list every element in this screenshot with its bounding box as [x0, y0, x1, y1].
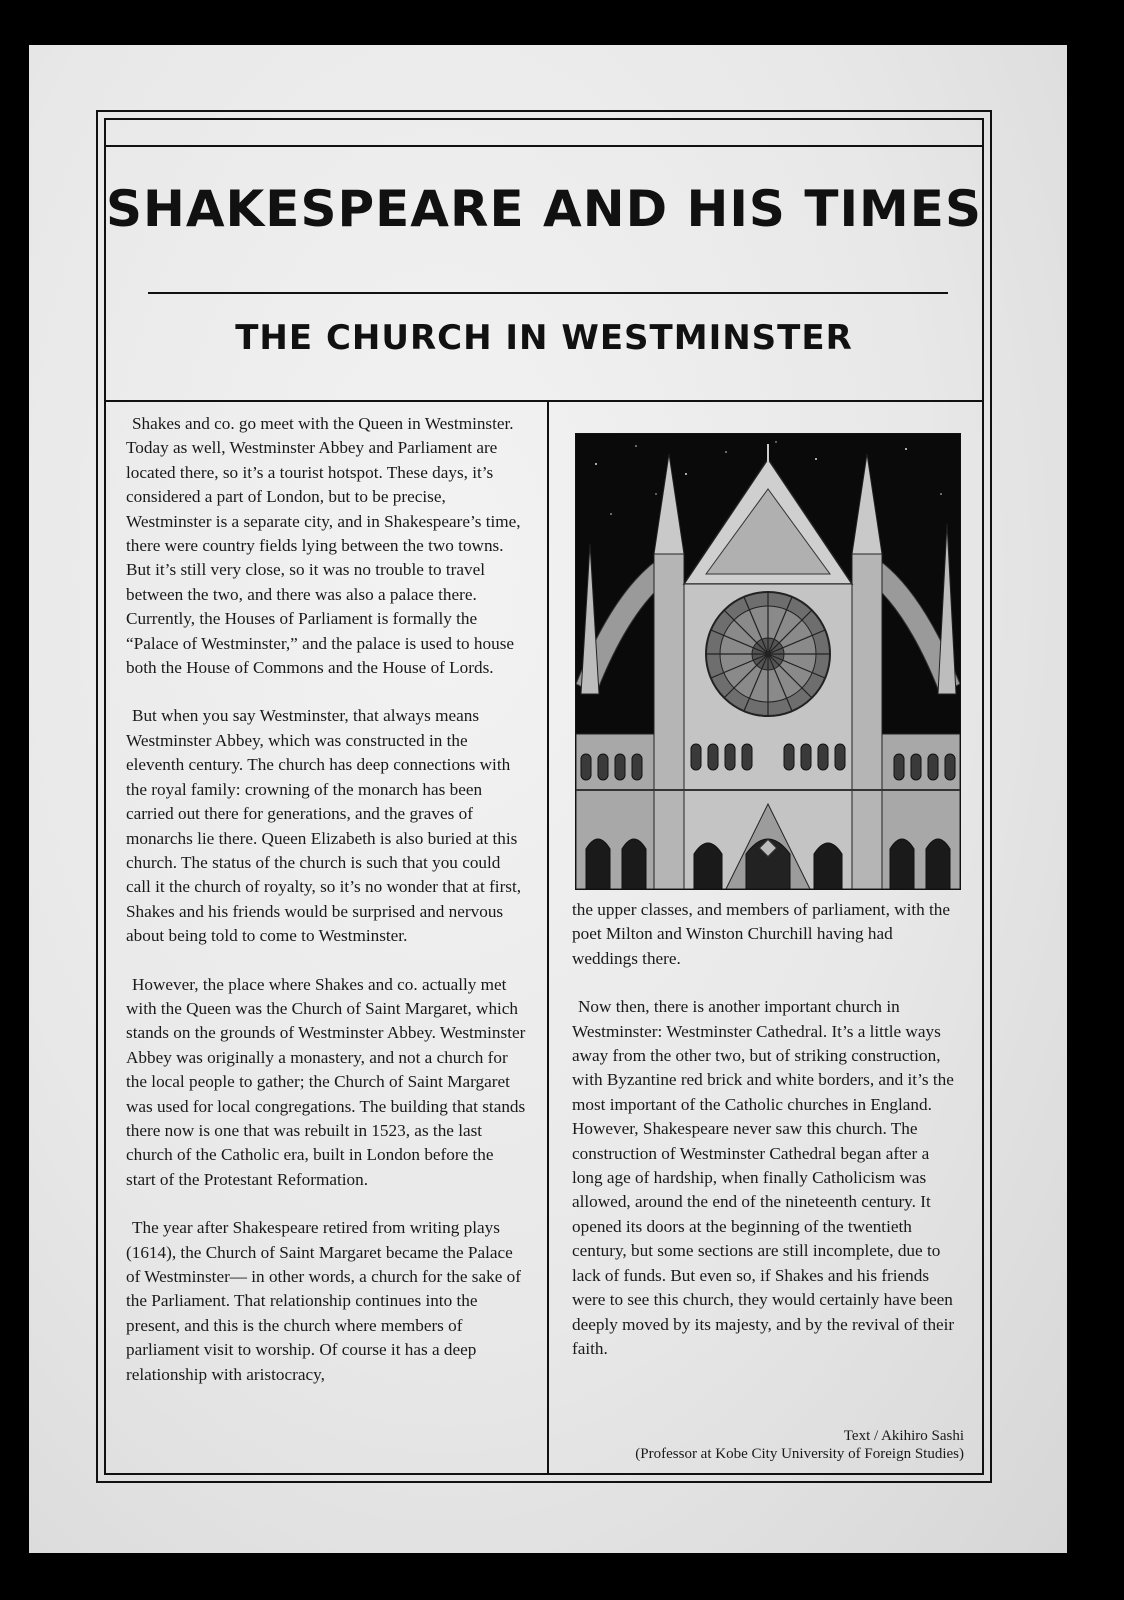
column-divider — [547, 400, 549, 1475]
paragraph: However, the place where Shakes and co. actually met with the Queen was the Church of Saint Margaret, which stands on the grounds of Westminster Abbey. Westminster Abbey was originally a monastery, and not a church for the local people to gather; the Church of Saint Margaret was used for local congregations. The building that stands there now is one that was rebuilt in 1523, as the last church of the Catholic era, built in London before the start of the Protestant Reformation. — [126, 974, 526, 1189]
credit-author: Text / Akihiro Sashi — [843, 1428, 964, 1444]
title-divider — [148, 292, 948, 294]
paragraph: Shakes and co. go meet with the Queen in Westminster. Today as well, Westminster Abbey and Parliament are located there, so it’s a tourist hotspot. These days, it’s considered a part of London, but to be precise, Westminster is a separate city, and in Shakespeare’s time, there were country fields lying between the two towns. But it’s still very close, so it was no trouble to travel between the two, and there was also a palace there. Currently, the Houses of Parliament is formally the “Palace of Westminster,” and the palace is used to house both the House of Commons and the House of Lords. — [126, 414, 521, 678]
paragraph: the upper classes, and members of parliament, with the poet Milton and Winston Churchill having had weddings there. — [572, 900, 951, 968]
page-title: SHAKESPEARE AND HIS TIMES — [106, 180, 982, 238]
paragraph: The year after Shakespeare retired from writing plays (1614), the Church of Saint Margaret became the Palace of Westminster— in other words, a church for the sake of the Parliament. That relationship continues into the present, and this is the church where members of parliament visit to worship. Of course it has a deep relationship with aristocracy, — [126, 1218, 521, 1384]
header-bottom-rule — [104, 400, 984, 402]
author-credit — [635, 1427, 964, 1463]
paragraph: Now then, there is another important church in Westminster: Westminster Cathedral. It’s a little ways away from the other two, but of striking construction, with Byzantine red brick and white borders, and it’s the most important of the Catholic churches in England. However, Shakespeare never saw this church. The construction of Westminster Cathedral began after a long age of hardship, when finally Catholicism was allowed, around the end of the nineteenth century. It opened its doors at the beginning of the twentieth century, but some sections are still incomplete, due to lack of funds. But even so, if Shakes and his friends were to see this church, they would certainly have been deeply moved by its majesty, and by the revival of their faith. — [572, 997, 955, 1358]
cathedral-illustration — [575, 433, 961, 890]
credit-affiliation: (Professor at Kobe City University of Foreign Studies) — [635, 1446, 964, 1462]
header-top-rule — [104, 145, 984, 147]
right-column — [572, 898, 962, 1385]
paragraph: But when you say Westminster, that always means Westminster Abbey, which was constructed in the eleventh century. The church has deep connections with the royal family: crowning of the monarch has been carried out there for generations, and the graves of monarchs lie there. Queen Elizabeth is also buried at this church. The status of the church is such that you could call it the church of royalty, so it’s no wonder that at first, Shakes and his friends would be surprised and nervous about being told to come to Westminster. — [126, 706, 522, 946]
section-subtitle: THE CHURCH IN WESTMINSTER — [235, 318, 853, 358]
left-column — [126, 412, 526, 1411]
